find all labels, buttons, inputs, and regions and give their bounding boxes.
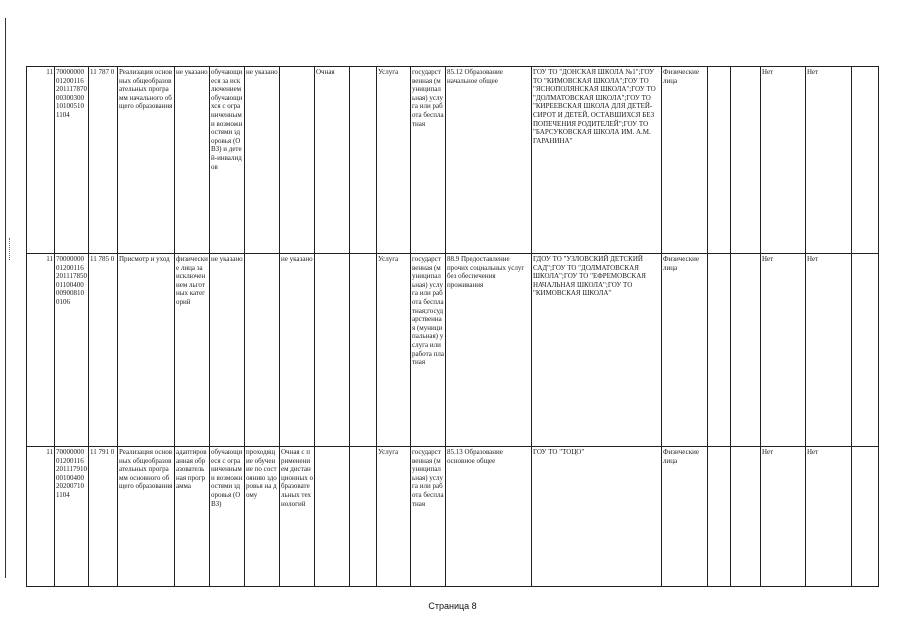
cell-kind: Услуга [377,67,411,254]
cell-c1: обучающиеся с ограниченными возможностями здоровья (ОВЗ) [210,447,245,587]
cell-flag2: Нет [806,447,852,587]
cell-c6 [731,254,761,447]
cell-name: Присмотр и уход [118,254,175,447]
table-row [27,67,879,254]
page-number: Страница 8 [428,601,477,611]
cell-code: 700000000120011620111791000100400202007101104 [55,447,89,587]
cell-c7 [852,447,879,587]
cell-name: Реализация основных общеобразовательных программ основного общего образования [118,447,175,587]
cell-c3: не указано [280,254,315,447]
cell-c3 [280,67,315,254]
cell-flag1: Нет [761,254,806,447]
cell-c5 [708,447,731,587]
cell-c3: Очная с применением дистанционных образовательных технологий [280,447,315,587]
cell-orgs: ГОУ ТО "ТОЦО" [532,447,662,587]
cell-orgs: ГОУ ТО "ДОНСКАЯ ШКОЛА №1";ГОУ ТО "КИМОВСКАЯ ШКОЛА";ГОУ ТО "ЯСНОПОЛЯНСКАЯ ШКОЛА";ГОУ ТО "ДОЛМАТОВСКАЯ ШКОЛА";ГОУ ТО "КИРЕЕВСКАЯ ШКОЛА ДЛЯ ДЕТЕЙ-СИРОТ И ДЕТЕЙ, ОСТАВШИХСЯ БЕЗ ПОПЕЧЕНИЯ РОДИТЕЛЕЙ";ГОУ ТО "БАРСУКОВСКАЯ ШКОЛА ИМ. А.М. ГАРАНИНА" [532,67,662,254]
cell-c5 [708,67,731,254]
cell-flag1: Нет [761,447,806,587]
cell-c2: проходящие обучение по состоянию здоровья на дому [245,447,280,587]
cell-c1: обучающиеся за исключением обучающихся с ограниченными возможностями здоровья (ОВЗ) и детей-инвалидов [210,67,245,254]
cell-okved: 88.9 Предоставление прочих социальных услуг без обеспечения проживания [446,254,532,447]
cell-c5 [708,254,731,447]
cell-name: Реализация основных общеобразовательных программ начального общего образования [118,67,175,254]
cell-category: адаптированная образовательная программа [175,447,210,587]
cell-flag1: Нет [761,67,806,254]
cell-code: 700000000120011620111787000300300101005101104 [55,67,89,254]
cell-c2 [245,254,280,447]
cell-consumers: Физические лица [662,447,708,587]
cell-c4 [350,254,377,447]
cell-num: 11 [27,67,55,254]
cell-id: 11 787 0 [89,67,118,254]
table-row [27,254,879,447]
cell-consumers: Физические лица [662,254,708,447]
cell-id: 11 785 0 [89,254,118,447]
cell-c4 [350,67,377,254]
cell-form [315,254,350,447]
table-row [27,447,879,587]
cell-c1: не указано [210,254,245,447]
cell-c7 [852,254,879,447]
cell-orgs: ГДОУ ТО "УЗЛОВСКИЙ ДЕТСКИЙ САД";ГОУ ТО "ДОЛМАТОВСКАЯ ШКОЛА";ГОУ ТО "ЕФРЕМОВСКАЯ НАЧАЛЬНАЯ ШКОЛА";ГОУ ТО "КИМОВСКАЯ ШКОЛА" [532,254,662,447]
cell-okved: 85.13 Образование основное общее [446,447,532,587]
cell-payment: государственная (муниципальная) услуга или работа бесплатная [411,67,446,254]
cell-c7 [852,67,879,254]
cell-consumers: Физические лица [662,67,708,254]
cell-flag2: Нет [806,67,852,254]
cell-kind: Услуга [377,447,411,587]
cell-c4 [350,447,377,587]
cell-c2: не указано [245,67,280,254]
cell-c6 [731,447,761,587]
cell-form: Очная [315,67,350,254]
cell-okved: 85.12 Образование начальное общее [446,67,532,254]
cell-payment: государственная (муниципальная) услуга или работа бесплатная;государственная (муниципальная) услуга или работа платная [411,254,446,447]
services-table [26,66,879,587]
cell-code: 700000000120011620111785001100400009008100106 [55,254,89,447]
cell-flag2: Нет [806,254,852,447]
cell-kind: Услуга [377,254,411,447]
cell-c6 [731,67,761,254]
cell-category: не указано [175,67,210,254]
cell-num: 11 [27,254,55,447]
left-margin-line [5,18,6,578]
cell-form [315,447,350,587]
cell-payment: государственная (муниципальная) услуга или работа бесплатная [411,447,446,587]
cell-id: 11 791 0 [89,447,118,587]
cell-num: 11 [27,447,55,587]
margin-dots [9,238,12,260]
cell-category: физические лица за исключением льготных категорий [175,254,210,447]
